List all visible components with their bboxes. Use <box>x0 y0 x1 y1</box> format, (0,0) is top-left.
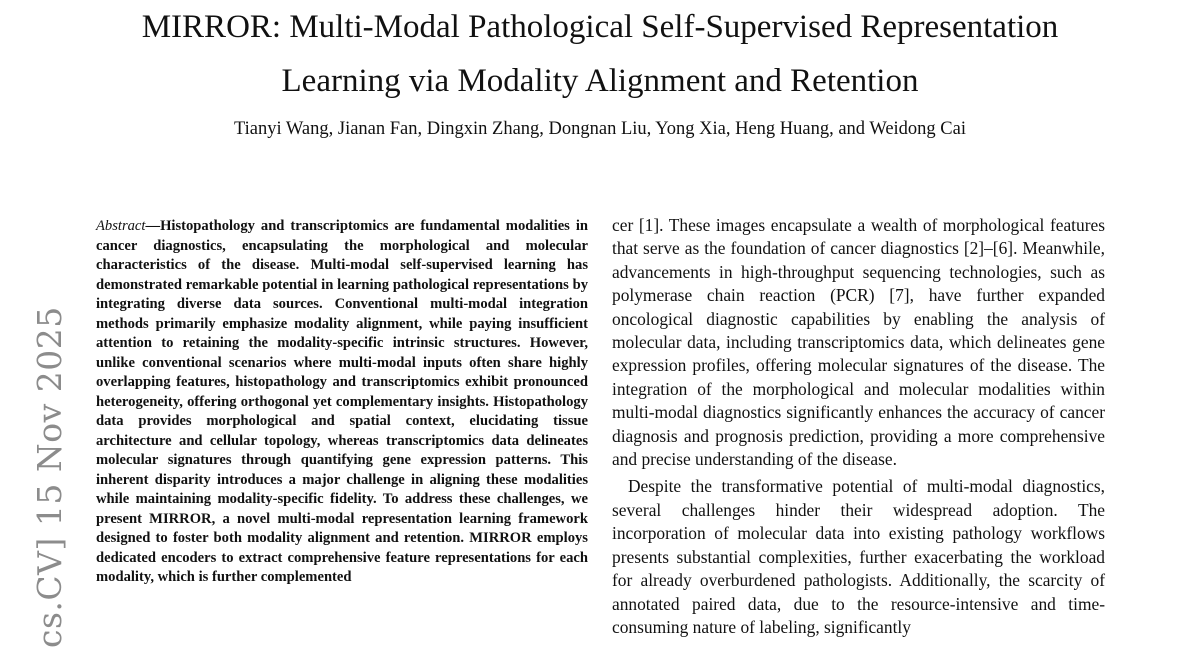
author-list: Tianyi Wang, Jianan Fan, Dingxin Zhang, Dongnan Liu, Yong Xia, Heng Huang, and Weidong Cai <box>234 119 966 139</box>
body-paragraph-2: Despite the transformative potential of multi-modal diagnostics, several challenges hinder their widespread adoption. The incorporation of molecular data into existing pathology workflows presents substantial complexities, further exacerbating the workload for already overburdened pathologists. Additionally, the scarcity of annotated paired data, due to the resource-intensive and time-consuming nature of labeling, significantly <box>612 476 1105 637</box>
abstract-body: —Histopathology and transcriptomics are fundamental modalities in cancer diagnostics, encapsulating the morphological and molecular characteristics of the disease. Multi-modal self-supervised learning has demonstrated remarkable potential in learning pathological representations by integrating diverse data sources. Conventional multi-modal integration methods primarily emphasize modality alignment, while paying insufficient attention to retaining the modality-specific intrinsic structures. However, unlike conventional scenarios where multi-modal inputs often share highly overlapping features, histopathology and transcriptomics exhibit pronounced heterogeneity, offering orthogonal yet complementary insights. Histopathology data provides morphological and spatial context, elucidating tissue architecture and cellular topology, whereas transcriptomics data delineates molecular signatures through quantifying gene expression patterns. This inherent disparity introduces a major challenge in aligning these modalities while maintaining modality-specific fidelity. To address these challenges, we present MIRROR, a novel multi-modal representation learning framework designed to foster both modality alignment and retention. MIRROR employs dedicated encoders to extract comprehensive feature representations for each modality, which is further complemented <box>96 218 588 585</box>
paper-title-continued <box>0 54 1200 108</box>
paper-title <box>0 0 1200 54</box>
title-line-2: Learning via Modality Alignment and Retention <box>281 63 919 99</box>
arxiv-stamp: cs.CV] 15 Nov 2025 <box>30 306 69 648</box>
abstract <box>96 217 588 588</box>
abstract-label: Abstract <box>96 218 146 234</box>
body-paragraph-1: cer [1]. These images encapsulate a wealth of morphological features that serve as the foundation of cancer diagnostics [2]–[6]. Meanwhile, advancements in high-throughput sequencing technologies, such as polymerase chain reaction (PCR) [7], have further expanded oncological diagnostic capabilities by enabling the analysis of molecular data, including transcriptomics data, which delineates gene expression profiles, offering molecular signatures of the disease. The integration of the morphological and molecular modalities within multi-modal diagnostics significantly enhances the accuracy of cancer diagnosis and prognosis prediction, providing a more comprehensive and precise understanding of the disease. <box>612 215 1105 470</box>
title-line-1: MIRROR: Multi-Modal Pathological Self-Supervised Representation <box>141 9 1059 45</box>
body-column <box>612 214 1105 639</box>
